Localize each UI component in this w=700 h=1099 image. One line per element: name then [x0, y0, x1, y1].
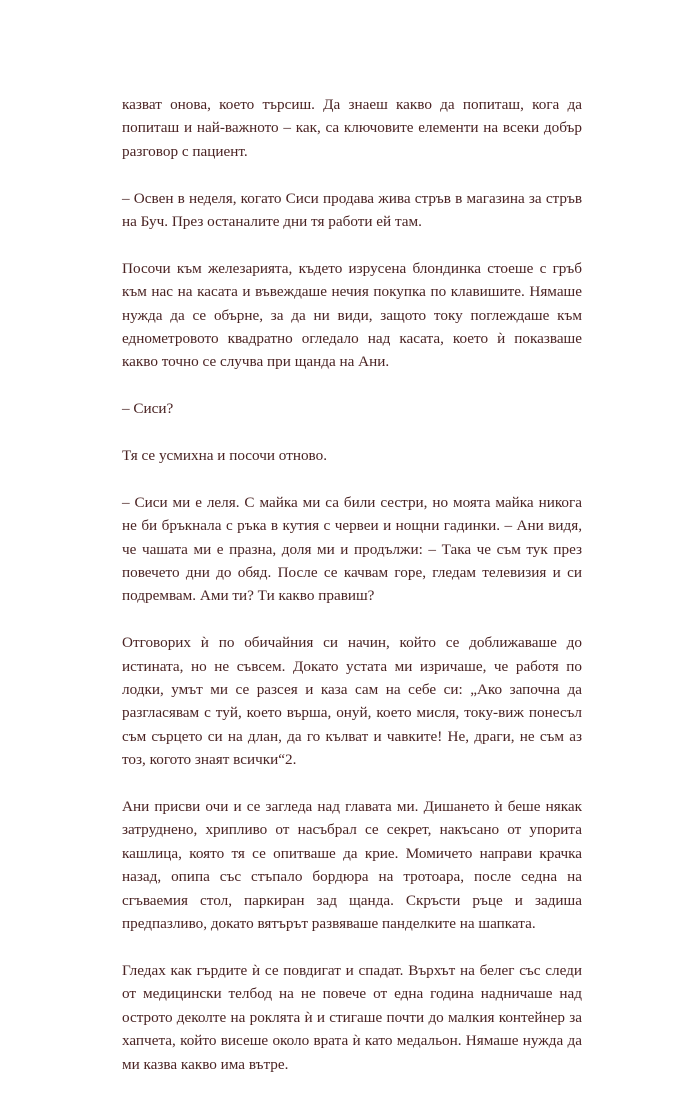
paragraph-3: Посочи към железарията, където изрусена блондинка стоеше с гръб към нас на касата и въвеждаше нечия покупка по клавишите. Нямаше нужда да се обърне, за да ни види, защото току поглеждаше към еднометровото квадратно огледало над касата, което ѝ показваше какво точно се случва при щанда на Ани. [122, 259, 582, 371]
paragraph-4: – Сиси? [122, 400, 174, 418]
paragraph-2: – Освен в неделя, когато Сиси продава жива стръв в магазина за стръв на Буч. През останалите дни тя работи ей там. [122, 189, 582, 231]
paragraph-6: – Сиси ми е леля. С майка ми са били сестри, но моята майка никога не би бръкнала с ръка в кутия с червеи и нощни гадинки. – Ани видя, че чашата ми е празна, доля ми и продължи: – Така че съм тук през повечето дни до обяд. После се качвам горе, гледам телевизия и си подремвам. Ами ти? Ти какво правиш? [122, 493, 582, 605]
paragraph-7: Отговорих ѝ по обичайния си начин, който се доближаваше до истината, но не съвсем. Докато устата ми изричаше, че работя по лодки, умът ми се разсея и каза сам на себе си: „Ако започна да разгласявам с туй, което върша, онуй, което мисля, току-виж понесъл съм сърцето си на длан, да го кълват и чавките! Не, драги, не съм аз тоз, когото знаят всички“2. [122, 634, 582, 769]
body-text [122, 93, 582, 1099]
paragraph-8: Ани присви очи и се загледа над главата ми. Дишането ѝ беше някак затруднено, хрипливо от насъбрал се секрет, накъсано от упорита кашлица, която тя се опитваше да крие. Момичето направи крачка назад, опипа със стъпало бордюра на тротоара, после седна на сгъваемия стол, паркиран зад щанда. Скръсти ръце и задиша предпазливо, докато вятърът развяваше панделките на шапката. [122, 798, 582, 933]
paragraph-5: Тя се усмихна и посочи отново. [122, 447, 328, 465]
paragraph-9: Гледах как гърдите ѝ се повдигат и спадат. Върхът на белег със следи от медицински телбод на не повече от една година надничаше над острото деколте на роклята ѝ и стигаше почти до малкия контейнер за хапчета, който висеше около врата ѝ като медальон. Нямаше нужда да ми казва какво има вътре. [122, 961, 582, 1073]
paragraph-1: казват онова, което търсиш. Да знаеш какво да попиташ, кога да попиташ и най-важното – как, са ключовите елементи на всеки добър разговор с пациент. [122, 96, 582, 160]
